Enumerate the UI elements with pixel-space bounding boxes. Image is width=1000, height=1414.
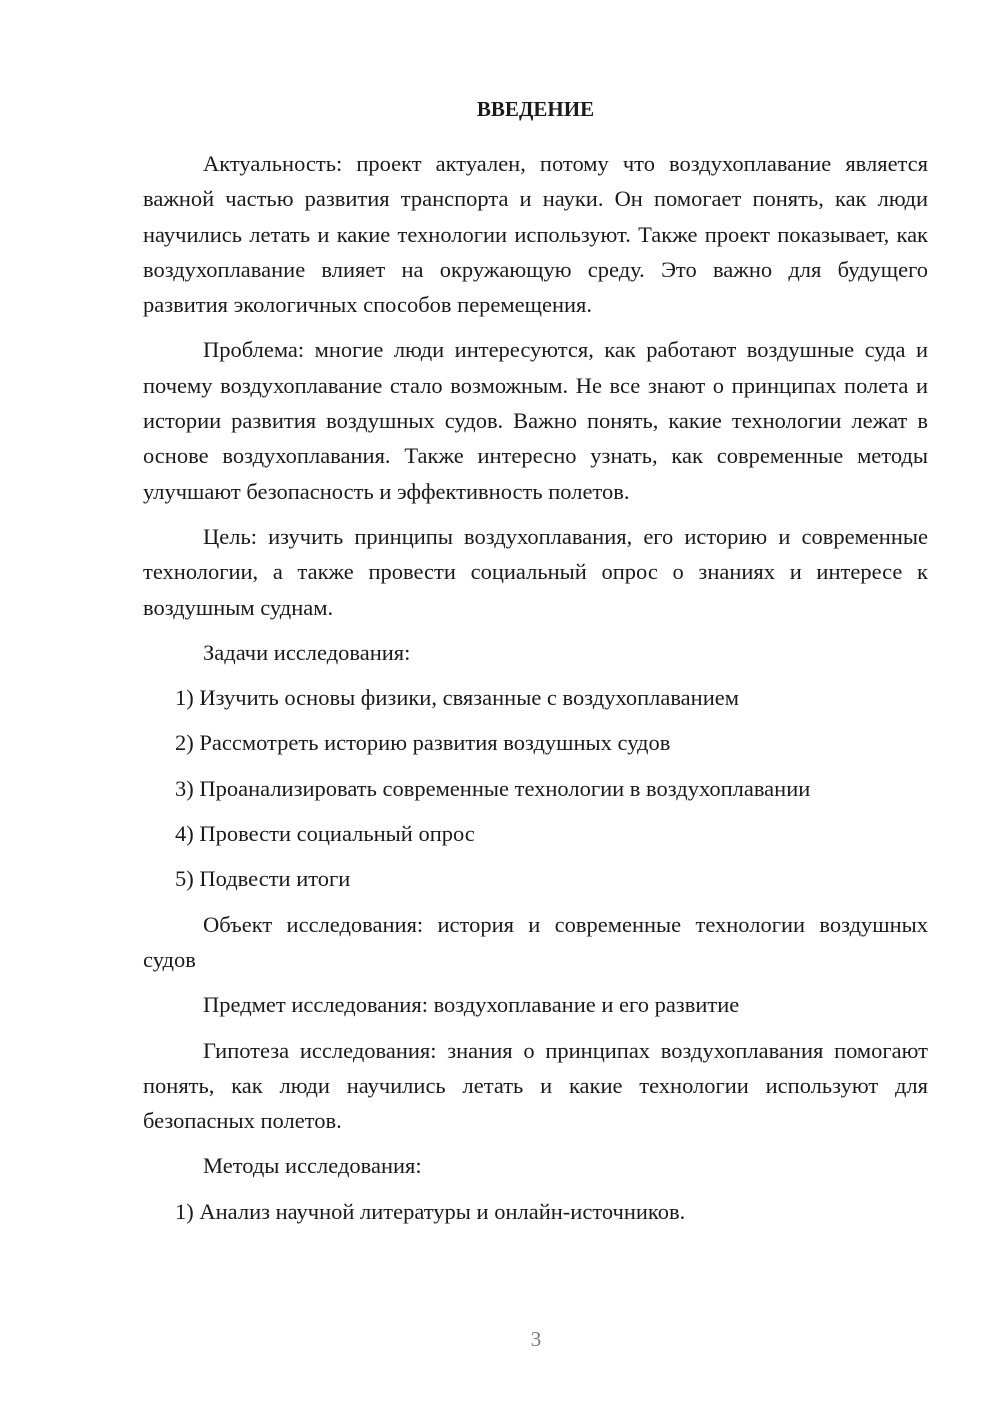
task-item: 5) Подвести итоги — [175, 866, 351, 892]
goal-paragraph: Цель: изучить принципы воздухоплавания, его историю и современные технологии, а также провести социальный опрос о знаниях и интересе к воздушным суднам. — [143, 523, 928, 620]
tasks-title: Задачи исследования: — [203, 639, 411, 665]
page-number: 3 — [530, 1327, 542, 1351]
methods-title: Методы исследования: — [203, 1153, 422, 1179]
hypothesis-paragraph: Гипотеза исследования: знания о принципах воздухоплавания помогают понять, как люди научились летать и какие технологии используют для безопасных полетов. — [143, 1037, 928, 1134]
task-item: 4) Провести социальный опрос — [175, 821, 475, 847]
task-item: 2) Рассмотреть историю развития воздушных судов — [175, 730, 671, 756]
document-page — [143, 92, 928, 1239]
section-heading: ВВЕДЕНИЕ — [476, 97, 595, 121]
problem-paragraph: Проблема: многие люди интересуются, как работают воздушные суда и почему воздухоплавание стало возможным. Не все знают о принципах полета и истории развития воздушных судов. Важно понять, какие технологии лежат в основе воздухоплавания. Также интересно узнать, как современные методы улучшают безопасность и эффективность полетов. — [143, 337, 928, 504]
object-paragraph: Объект исследования: история и современные технологии воздушных судов — [143, 911, 928, 972]
method-item: 1) Анализ научной литературы и онлайн-источников. — [175, 1198, 686, 1224]
task-item: 1) Изучить основы физики, связанные с воздухоплаванием — [175, 685, 739, 711]
subject-paragraph: Предмет исследования: воздухоплавание и его развитие — [203, 992, 740, 1018]
relevance-paragraph: Актуальность: проект актуален, потому что воздухоплавание является важной частью развития транспорта и науки. Он помогает понять, как люди научились летать и какие технологии используют. Также проект показывает, как воздухоплавание влияет на окружающую среду. Это важно для будущего развития экологичных способов перемещения. — [143, 151, 928, 318]
task-item: 3) Проанализировать современные технологии в воздухоплавании — [175, 775, 811, 801]
